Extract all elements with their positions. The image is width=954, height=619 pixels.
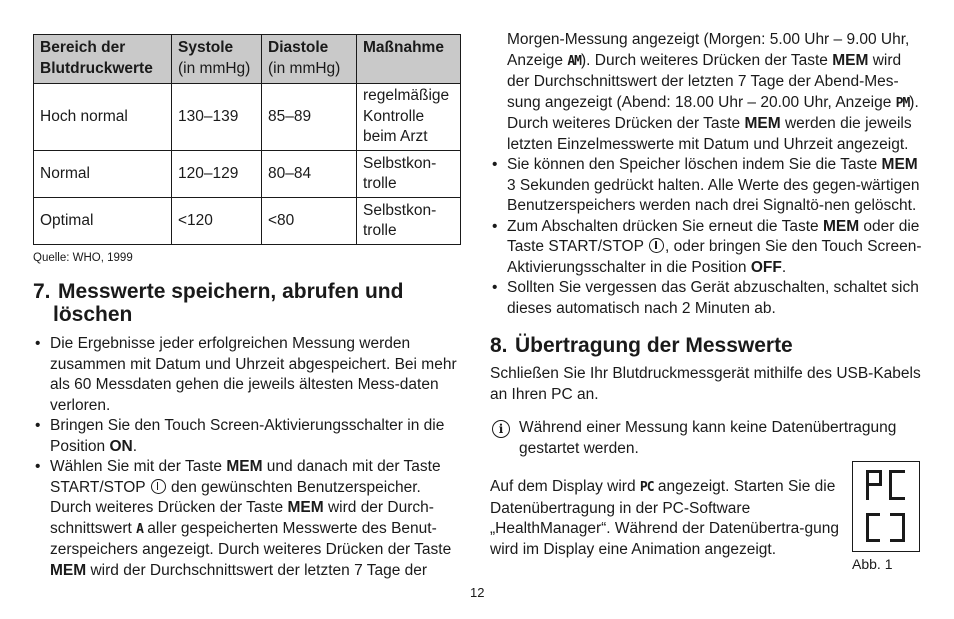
table-header-row [34, 35, 461, 84]
position-off-label: OFF [750, 258, 782, 276]
paragraph-text: ). Durch weiteres Drücken der Taste [507, 93, 919, 132]
paragraph-text: wird der Durchschnittswert der letzten 7 Tage der Abend-Mes-sung angezeigt (Abend: 18.00 Uhr – 20.00 Uhr, Anzeige [507, 51, 902, 111]
list-item-text: Die Ergebnisse jeder erfolgreichen Messung werden zusammen mit Datum und Uhrzeit abgespeichert. Bei mehr als 60 Messdaten gehen die jeweils ältesten Mess-daten verloren. [50, 335, 457, 414]
list-item-text: . [132, 437, 138, 455]
header-systole [172, 35, 262, 84]
paragraph-text: angezeigt. Starten Sie die Datenübertragung in der PC-Software „HealthManager“. Während der Datenübertra-gung wird im Display eine Animation angezeigt. [490, 478, 839, 558]
section-7-list [33, 334, 461, 581]
cell-range: Optimal [34, 198, 172, 245]
figure-label: Abb. 1 [852, 556, 893, 572]
list-item [33, 416, 461, 457]
lcd-pc-segments-icon [853, 462, 918, 550]
cell-range: Hoch normal [34, 84, 172, 151]
mem-key-label: MEM [50, 561, 87, 579]
lcd-am-symbol: AM [567, 53, 581, 69]
list-item-text: Bringen Sie den Touch Screen-Aktivierungsschalter in die Position [50, 417, 445, 455]
section-7-heading [33, 280, 461, 326]
lcd-pc-symbol: PC [639, 480, 654, 495]
section-title-line2: löschen [53, 303, 133, 326]
bullet: • [35, 417, 41, 434]
lcd-pm-symbol: PM [895, 95, 910, 111]
section-number: 7. [33, 280, 51, 303]
right-column [490, 30, 922, 572]
cell-action: Selbstkon- trolle [357, 198, 461, 245]
blood-pressure-table [33, 34, 461, 245]
info-text: Während einer Messung kann keine Datenübertragung gestartet werden. [519, 419, 897, 457]
header-unit: (in mmHg) [178, 59, 251, 77]
page-number: 12 [470, 585, 485, 600]
list-item [490, 278, 922, 319]
bullet: • [35, 335, 41, 352]
cell-range: Normal [34, 151, 172, 198]
section-title-line1: Messwerte speichern, abrufen und [58, 280, 404, 303]
paragraph-text: Auf dem Display wird [490, 478, 640, 495]
section-title: Übertragung der Messwerte [515, 334, 793, 357]
cell-diastole: 80–84 [262, 151, 357, 198]
table-source: Quelle: WHO, 1999 [33, 252, 133, 264]
cell-systole: 120–129 [172, 151, 262, 198]
table-row [34, 84, 461, 151]
list-item-text: . [781, 258, 787, 276]
section-8-heading [490, 334, 922, 357]
header-diastole [262, 35, 357, 84]
cell-systole: 130–139 [172, 84, 262, 151]
paragraph-text: ). Durch weiteres Drücken der Taste [580, 51, 833, 69]
list-item-text: oder die Taste START/STOP [507, 217, 920, 255]
mem-key-label: MEM [832, 51, 869, 69]
list-item-text: Wählen Sie mit der Taste [50, 458, 227, 475]
cell-action: Selbstkon- trolle [357, 151, 461, 198]
list-item [33, 457, 461, 581]
bullet: • [492, 279, 498, 296]
list-item-text: , oder bringen Sie den Touch Screen-Aktivierungsschalter in die Position [507, 238, 922, 276]
header-unit: (in mmHg) [268, 59, 341, 77]
bullet: • [492, 217, 498, 235]
mem-key-label: MEM [822, 217, 860, 235]
list-item-text: den gewünschten Benutzerspeicher. Durch weiteres Drücken der Taste [50, 478, 421, 516]
paragraph-text: werden die jeweils letzten Einzelmesswerte mit Datum und Uhrzeit angezeigt. [507, 115, 912, 153]
list-item-text: wird der Durch-schnittswert [50, 499, 434, 537]
header-label: Systole [178, 39, 234, 56]
list-item-text: 3 Sekunden gedrückt halten. Alle Werte des gegen-wärtigen Benutzerspeichers werden nach drei Signaltö-nen gelöscht. [507, 176, 920, 214]
table-row [34, 151, 461, 198]
display-paragraph [490, 477, 850, 560]
lcd-average-symbol: A [136, 521, 143, 537]
list-item [33, 334, 461, 416]
info-icon: i [492, 420, 510, 438]
bullet: • [35, 458, 41, 475]
mem-key-label: MEM [881, 156, 918, 173]
left-column [33, 34, 461, 581]
mem-key-label: MEM [287, 499, 324, 516]
list-item-text: Zum Abschalten drücken Sie erneut die Taste [507, 217, 823, 235]
cell-diastole: <80 [262, 198, 357, 245]
header-range [34, 35, 172, 84]
header-label: Bereich der Blutdruckwerte [40, 39, 153, 77]
list-item [490, 155, 922, 217]
list-item-text: Sie können den Speicher löschen indem Sie die Taste [507, 156, 882, 173]
header-action [357, 35, 461, 84]
position-on-label: ON [109, 437, 133, 455]
mem-key-label: MEM [226, 458, 263, 475]
header-label: Diastole [268, 39, 329, 56]
list-item [490, 217, 922, 279]
right-list [490, 155, 922, 319]
power-icon [151, 479, 166, 494]
list-item-text: und danach mit der Taste START/STOP [50, 458, 441, 496]
cell-action [357, 84, 461, 151]
info-note [490, 418, 922, 459]
paragraph-text: Morgen-Messung angezeigt (Morgen: 5.00 Uhr – 9.00 Uhr, Anzeige [507, 31, 910, 69]
action-text: regelmäßige Kontrolle beim Arzt [363, 87, 450, 145]
power-icon [649, 238, 664, 253]
list-item-text: wird der Durchschnittswert der letzten 7 Tage der [86, 561, 428, 579]
list-item-text: aller gespeicherten Messwerte des Benut-zerspeichers angezeigt. Durch weiteres Drücken der Taste [50, 519, 452, 558]
section-8-intro: Schließen Sie Ihr Blutdruckmessgerät mithilfe des USB-Kabels an Ihren PC an. [490, 365, 921, 403]
lcd-display-figure [852, 461, 920, 552]
bullet: • [492, 156, 498, 173]
section-number: 8. [490, 334, 508, 357]
table-row [34, 198, 461, 245]
mem-key-label: MEM [744, 115, 781, 132]
cell-diastole: 85–89 [262, 84, 357, 151]
display-description [490, 477, 922, 572]
continued-paragraph [490, 30, 922, 155]
cell-systole: <120 [172, 198, 262, 245]
list-item-text: Sollten Sie vergessen das Gerät abzuschalten, schaltet sich dieses automatisch nach 2 Minuten ab. [507, 279, 919, 317]
header-label: Maßnahme [363, 39, 444, 56]
